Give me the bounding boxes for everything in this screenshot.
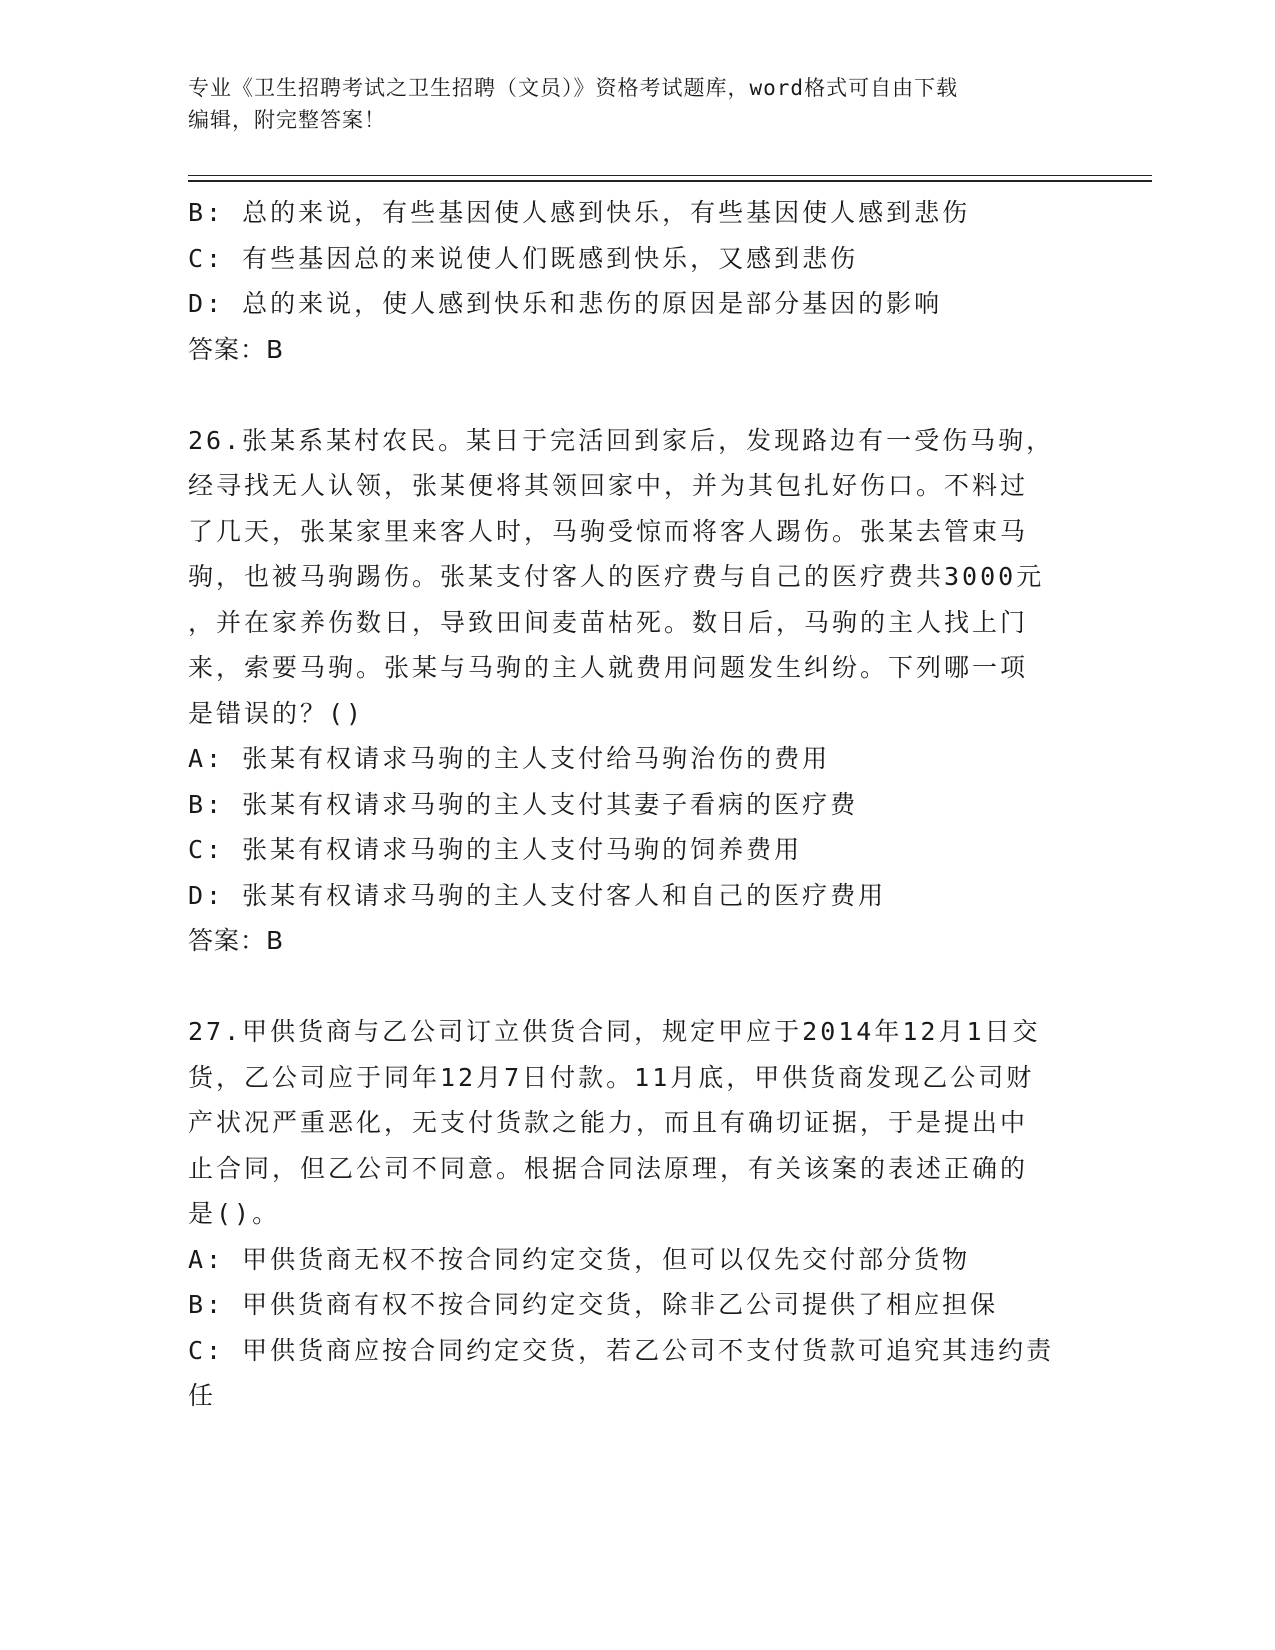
q27-stem-line: 产状况严重恶化，无支付货款之能力，而且有确切证据，于是提出中 bbox=[188, 1108, 1029, 1137]
q26-stem-line: 驹，也被马驹踢伤。张某支付客人的医疗费与自己的医疗费共3000元 bbox=[188, 562, 1045, 591]
q26-answer: 答案：B bbox=[188, 926, 285, 955]
q27-option-a: A: 甲供货商无权不按合同约定交货，但可以仅先交付部分货物 bbox=[188, 1244, 971, 1274]
q26-option-c: C: 张某有权请求马驹的主人支付马驹的饲养费用 bbox=[188, 835, 803, 864]
header-divider-thick bbox=[188, 180, 1152, 182]
q27-stem-line: 货，乙公司应于同年12月7日付款。11月底，甲供货商发现乙公司财 bbox=[188, 1062, 1035, 1092]
q25-answer: 答案：B bbox=[188, 334, 285, 364]
spacer bbox=[188, 372, 1088, 418]
spacer bbox=[188, 964, 1088, 1010]
q26-option-b: B: 张某有权请求马驹的主人支付其妻子看病的医疗费 bbox=[188, 789, 859, 819]
q26-option-d: D: 张某有权请求马驹的主人支付客人和自己的医疗费用 bbox=[188, 880, 887, 910]
q27-stem-line: 止合同，但乙公司不同意。根据合同法原理，有关该案的表述正确的 bbox=[188, 1153, 1029, 1183]
header-title-line-2: 编辑，附完整答案！ bbox=[188, 108, 386, 132]
q25-option-d: D: 总的来说，使人感到快乐和悲伤的原因是部分基因的影响 bbox=[188, 289, 943, 318]
q26-option-a: A: 张某有权请求马驹的主人支付给马驹治伤的费用 bbox=[188, 744, 831, 773]
question-content bbox=[188, 190, 1088, 1419]
header-title-line-1: 专业《卫生招聘考试之卫生招聘（文员）》资格考试题库，word格式可自由下载 bbox=[188, 76, 959, 100]
question-25-continuation bbox=[188, 190, 1088, 372]
question-27 bbox=[188, 1009, 1088, 1419]
q26-stem-line: 是错误的？() bbox=[188, 698, 365, 728]
document-header bbox=[188, 72, 1088, 136]
header-divider-thin bbox=[188, 175, 1152, 176]
q27-stem-line: 27.甲供货商与乙公司订立供货合同，规定甲应于2014年12月1日交 bbox=[188, 1017, 1041, 1046]
q26-stem-line: ，并在家养伤数日，导致田间麦苗枯死。数日后，马驹的主人找上门 bbox=[188, 607, 1029, 637]
q26-stem-line: 来，索要马驹。张某与马驹的主人就费用问题发生纠纷。下列哪一项 bbox=[188, 653, 1029, 682]
q27-option-c: C: 甲供货商应按合同约定交货，若乙公司不支付货款可追究其违约责 bbox=[188, 1335, 1055, 1365]
q26-stem-line: 经寻找无人认领，张某便将其领回家中，并为其包扎好伤口。不料过 bbox=[188, 471, 1029, 500]
q27-option-b: B: 甲供货商有权不按合同约定交货，除非乙公司提供了相应担保 bbox=[188, 1290, 999, 1319]
q25-option-c: C: 有些基因总的来说使人们既感到快乐，又感到悲伤 bbox=[188, 243, 859, 273]
q26-stem-line: 26.张某系某村农民。某日于完活回到家后，发现路边有一受伤马驹， bbox=[188, 425, 1055, 455]
q25-option-b: B: 总的来说，有些基因使人感到快乐，有些基因使人感到悲伤 bbox=[188, 198, 971, 227]
q27-option-c-continued: 任 bbox=[188, 1381, 217, 1410]
q26-stem-line: 了几天，张某家里来客人时，马驹受惊而将客人踢伤。张某去管束马 bbox=[188, 516, 1029, 546]
question-26 bbox=[188, 418, 1088, 964]
q27-stem-line: 是()。 bbox=[188, 1199, 281, 1228]
